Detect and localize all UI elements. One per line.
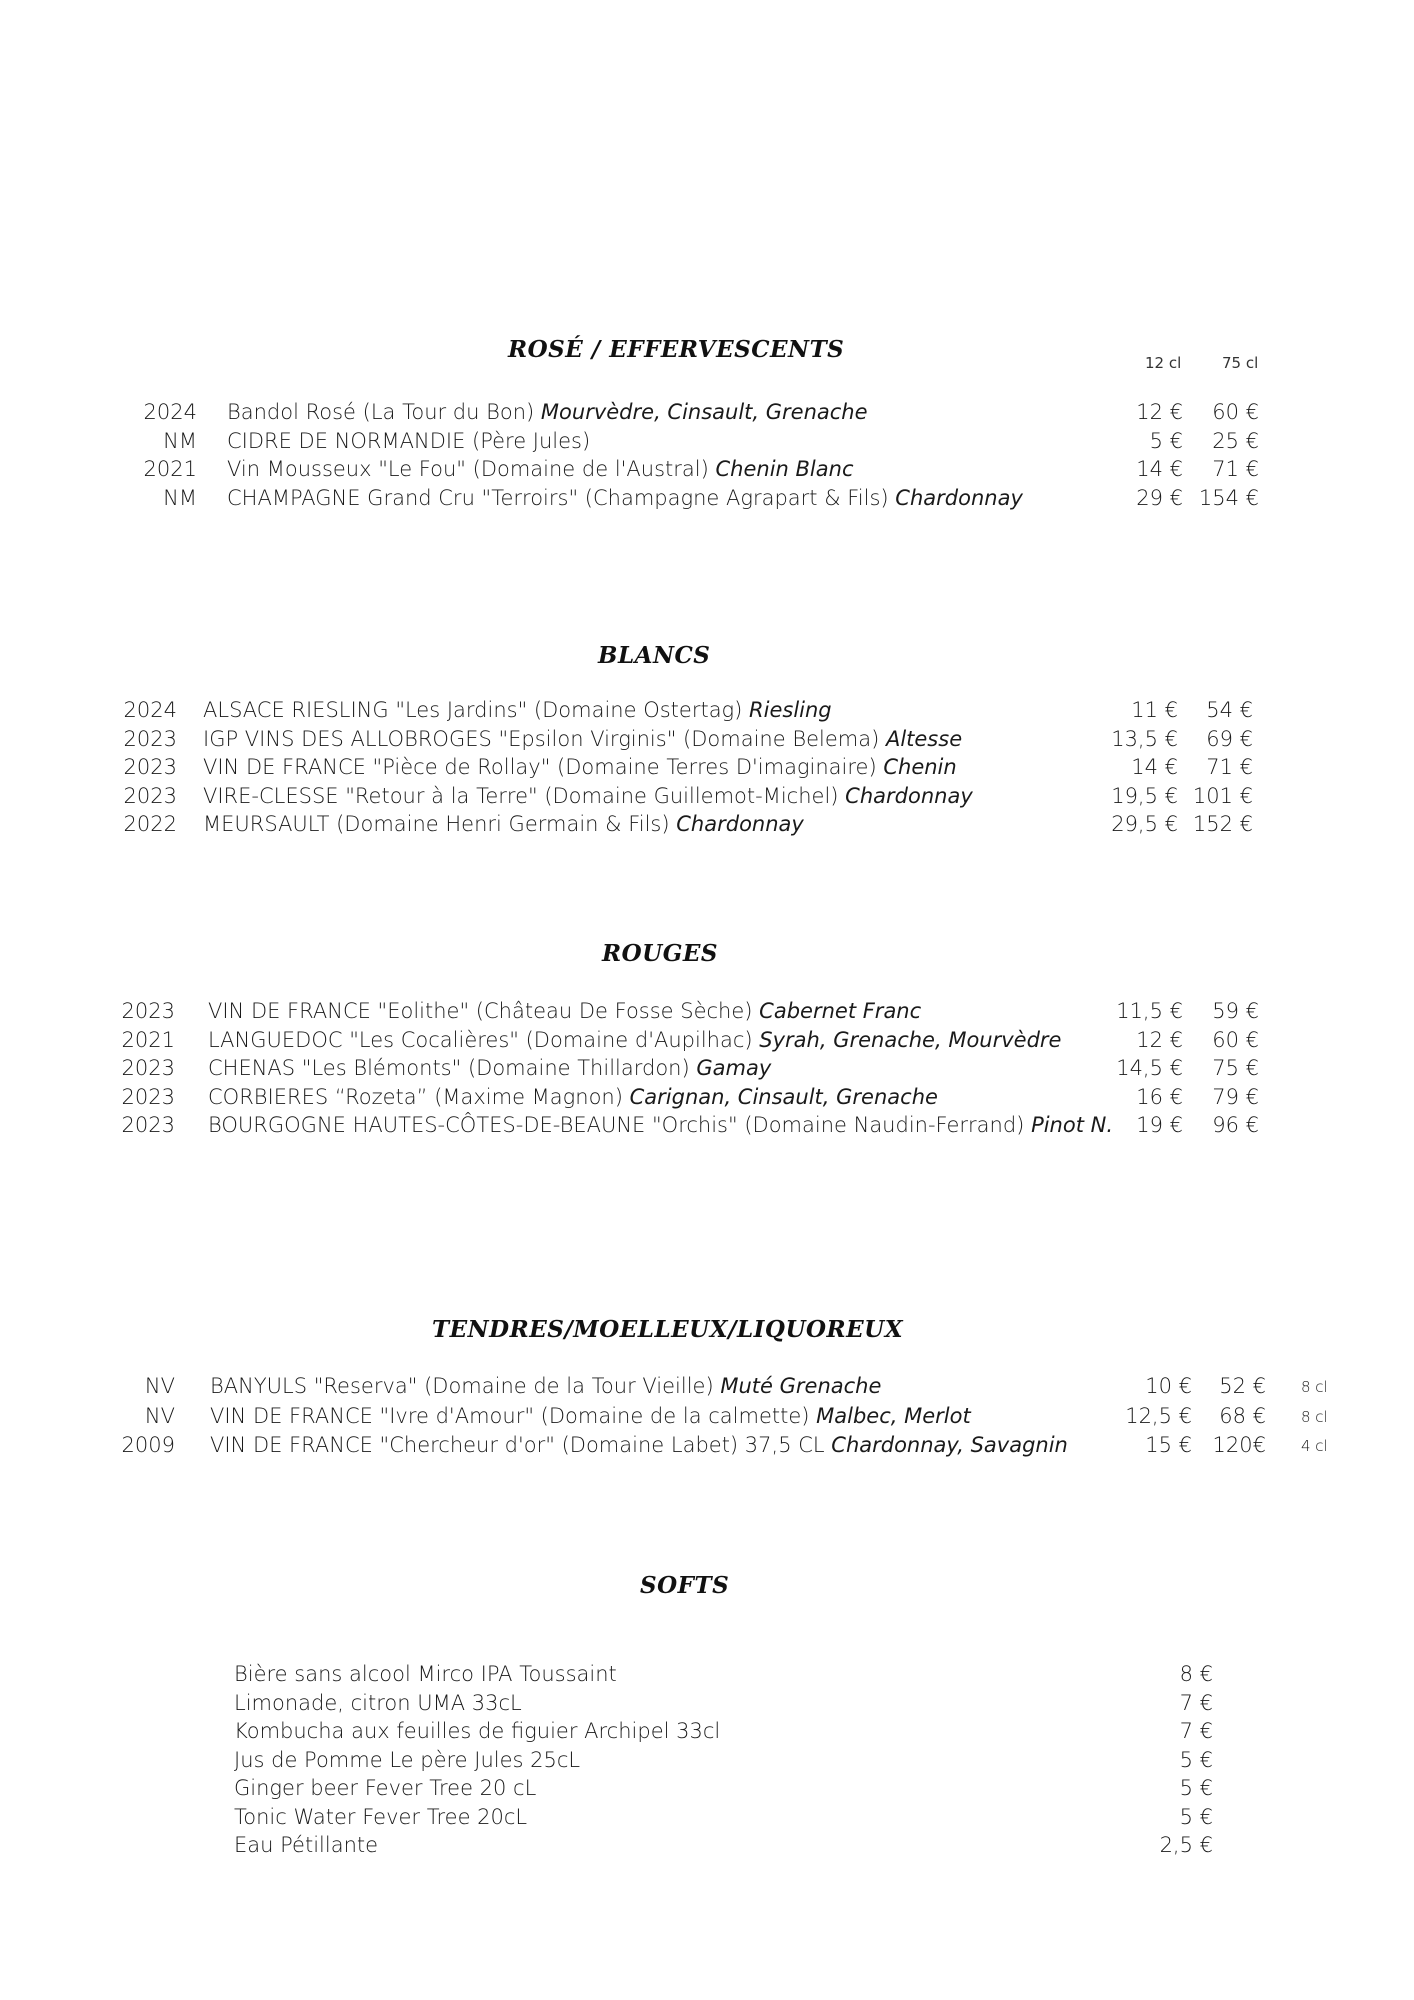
glass-price: 10 €: [1145, 1374, 1192, 1398]
wine-label: BOURGOGNE HAUTES-CÔTES-DE-BEAUNE "Orchis" (Domaine Naudin-Ferrand): [208, 1113, 1025, 1137]
vintage-year: 2023: [121, 999, 175, 1023]
wine-name: [208, 1113, 1113, 1137]
grape-variety: Chenin Blanc: [715, 457, 854, 481]
vintage-year: 2009: [121, 1433, 175, 1457]
menu-row: [0, 784, 1414, 814]
bottle-price: 96 €: [1212, 1113, 1259, 1137]
wine-label: VIN DE FRANCE "Eolithe" (Château De Fosse Sèche): [208, 999, 753, 1023]
bottle-price: 69 €: [1206, 726, 1253, 751]
menu-row: [0, 1028, 1414, 1058]
drink-price: 7 €: [1179, 1690, 1213, 1715]
serving-volume: 8 cl: [1301, 1407, 1328, 1426]
menu-row: [0, 1691, 1414, 1721]
menu-row: [0, 999, 1414, 1029]
drink-name: Kombucha aux feuilles de figuier Archipel 33cl: [234, 1719, 721, 1743]
wine-name: [208, 1028, 1061, 1052]
glass-price: 14 €: [1131, 755, 1178, 779]
drink-name: Bière sans alcool Mirco IPA Toussaint: [234, 1662, 617, 1686]
wine-label: ALSACE RIESLING "Les Jardins" (Domaine Ostertag): [203, 698, 743, 722]
menu-row: [0, 1805, 1414, 1835]
glass-price: 12 €: [1136, 400, 1183, 424]
wine-name: [203, 698, 832, 722]
section-title-rouges: ROUGES: [602, 940, 718, 967]
grape-variety: Riesling: [749, 698, 832, 722]
glass-price: 11 €: [1131, 698, 1178, 722]
vintage-year: 2023: [123, 783, 177, 808]
grape-variety: Chardonnay: [895, 485, 1023, 510]
section-title-softs: SOFTS: [640, 1572, 730, 1599]
glass-price: 11,5 €: [1116, 999, 1183, 1023]
grape-variety: Malbec, Merlot: [816, 1403, 971, 1428]
menu-row: [0, 429, 1414, 459]
grape-variety: Cabernet Franc: [759, 999, 922, 1023]
vintage-year: NV: [144, 1403, 175, 1428]
menu-row: [0, 1833, 1414, 1863]
wine-label: CHAMPAGNE Grand Cru "Terroirs" (Champagne Agrapart & Fils): [227, 485, 889, 510]
menu-row: [0, 1719, 1414, 1749]
glass-price: 5 €: [1149, 428, 1183, 453]
menu-row: [0, 727, 1414, 757]
wine-label: BANYULS "Reserva" (Domaine de la Tour Vieille): [210, 1374, 714, 1398]
drink-price: 7 €: [1179, 1719, 1213, 1743]
glass-price: 15 €: [1145, 1433, 1192, 1457]
menu-row: [0, 1404, 1414, 1434]
bottle-price: 25 €: [1212, 428, 1259, 453]
menu-row: [0, 457, 1414, 487]
section-title-blancs: BLANCS: [598, 642, 711, 669]
vintage-year: 2023: [121, 1113, 175, 1137]
menu-row: [0, 698, 1414, 728]
menu-row: [0, 400, 1414, 430]
grape-variety: Chardonnay: [676, 812, 804, 836]
bottle-price: 71 €: [1206, 755, 1253, 779]
drink-name: Eau Pétillante: [234, 1833, 379, 1857]
menu-row: [0, 486, 1414, 516]
drink-price: 2,5 €: [1159, 1833, 1213, 1857]
glass-price: 12 €: [1136, 1027, 1183, 1052]
section-title-rose: ROSÉ / EFFERVESCENTS: [508, 336, 845, 363]
drink-name: Ginger beer Fever Tree 20 cL: [234, 1776, 537, 1800]
menu-row: [0, 1056, 1414, 1086]
vintage-year: NM: [163, 485, 197, 510]
wine-label: CHENAS "Les Blémonts" (Domaine Thillardon): [208, 1056, 690, 1080]
drink-price: 8 €: [1179, 1662, 1213, 1686]
wine-name: [227, 486, 1023, 510]
glass-price: 12,5 €: [1125, 1403, 1192, 1428]
vintage-year: 2024: [123, 698, 177, 722]
wine-label: VIRE-CLESSE "Retour à la Terre" (Domaine Guillemot-Michel): [203, 783, 839, 808]
bottle-price: 71 €: [1212, 457, 1259, 481]
glass-price: 29,5 €: [1111, 812, 1178, 836]
grape-variety: Chardonnay: [845, 783, 973, 808]
column-header-bottle: 75 cl: [1222, 354, 1259, 372]
wine-name: [203, 812, 804, 836]
drink-price: 5 €: [1179, 1804, 1213, 1829]
bottle-price: 154 €: [1198, 485, 1259, 510]
vintage-year: 2024: [143, 400, 197, 424]
wine-name: [208, 1056, 771, 1080]
drink-name: Tonic Water Fever Tree 20cL: [234, 1804, 528, 1829]
bottle-price: 101 €: [1192, 783, 1253, 808]
serving-volume: 8 cl: [1301, 1378, 1328, 1396]
glass-price: 13,5 €: [1111, 726, 1178, 751]
wine-name: [203, 755, 957, 779]
menu-row: [0, 1113, 1414, 1143]
section-title-tendres: TENDRES/MOELLEUX/LIQUOREUX: [432, 1316, 904, 1343]
grape-variety: Altesse: [885, 726, 963, 751]
wine-name: [203, 784, 973, 808]
vintage-year: 2021: [121, 1027, 175, 1052]
wine-name: [210, 1374, 881, 1398]
wine-name: [227, 457, 854, 481]
vintage-year: 2021: [143, 457, 197, 481]
bottle-price: 120€: [1212, 1433, 1266, 1457]
menu-row: [0, 812, 1414, 842]
wine-name: [227, 429, 590, 453]
wine-name: [210, 1404, 971, 1428]
serving-volume: 4 cl: [1301, 1437, 1328, 1455]
menu-row: [0, 1433, 1414, 1463]
menu-row: [0, 1374, 1414, 1404]
glass-price: 19,5 €: [1111, 783, 1178, 808]
wine-label: LANGUEDOC "Les Cocalières" (Domaine d'Aupilhac): [208, 1027, 753, 1052]
glass-price: 29 €: [1136, 485, 1183, 510]
wine-name: [208, 1085, 938, 1109]
grape-variety: Mourvèdre, Cinsault, Grenache: [540, 400, 868, 424]
drink-name: Limonade, citron UMA 33cL: [234, 1690, 522, 1715]
wine-label: Vin Mousseux "Le Fou" (Domaine de l'Austral): [227, 457, 709, 481]
glass-price: 14,5 €: [1116, 1056, 1183, 1080]
grape-variety: Chardonnay, Savagnin: [831, 1433, 1068, 1457]
glass-price: 14 €: [1136, 457, 1183, 481]
wine-label: CORBIERES “Rozeta” (Maxime Magnon): [208, 1084, 623, 1109]
grape-variety: Gamay: [696, 1056, 772, 1080]
grape-variety: Chenin: [883, 755, 957, 779]
vintage-year: 2023: [121, 1084, 175, 1109]
menu-row: [0, 1776, 1414, 1806]
wine-name: [203, 727, 962, 751]
bottle-price: 152 €: [1192, 812, 1253, 836]
menu-row: [0, 755, 1414, 785]
vintage-year: NV: [144, 1374, 175, 1398]
drink-name: Jus de Pomme Le père Jules 25cL: [234, 1747, 581, 1772]
menu-row: [0, 1085, 1414, 1115]
glass-price: 19 €: [1136, 1113, 1183, 1137]
grape-variety: Carignan, Cinsault, Grenache: [629, 1084, 938, 1109]
wine-label: VIN DE FRANCE "Pièce de Rollay" (Domaine Terres D'imaginaire): [203, 755, 877, 779]
vintage-year: 2022: [123, 812, 177, 836]
wine-label: VIN DE FRANCE "Chercheur d'or" (Domaine Labet) 37,5 CL: [210, 1433, 825, 1457]
bottle-price: 75 €: [1212, 1056, 1259, 1080]
bottle-price: 59 €: [1212, 999, 1259, 1023]
column-header-glass: 12 cl: [1145, 354, 1182, 372]
vintage-year: 2023: [121, 1056, 175, 1080]
bottle-price: 60 €: [1212, 400, 1259, 424]
wine-name: [210, 1433, 1068, 1457]
vintage-year: NM: [163, 428, 197, 453]
vintage-year: 2023: [123, 755, 177, 779]
bottle-price: 68 €: [1219, 1403, 1266, 1428]
drink-price: 5 €: [1179, 1747, 1213, 1772]
grape-variety: Pinot N.: [1031, 1113, 1114, 1137]
wine-name: [227, 400, 868, 424]
wine-name: [208, 999, 921, 1023]
bottle-price: 60 €: [1212, 1027, 1259, 1052]
bottle-price: 52 €: [1219, 1374, 1266, 1398]
bottle-price: 54 €: [1206, 698, 1253, 722]
glass-price: 16 €: [1136, 1084, 1183, 1109]
grape-variety: Syrah, Grenache, Mourvèdre: [759, 1027, 1062, 1052]
grape-variety: Muté Grenache: [720, 1374, 882, 1398]
wine-label: Bandol Rosé (La Tour du Bon): [227, 400, 535, 424]
drink-price: 5 €: [1179, 1776, 1213, 1800]
wine-label: CIDRE DE NORMANDIE (Père Jules): [227, 428, 591, 453]
menu-row: [0, 1748, 1414, 1778]
bottle-price: 79 €: [1212, 1084, 1259, 1109]
wine-label: VIN DE FRANCE "Ivre d'Amour" (Domaine de la calmette): [210, 1403, 810, 1428]
menu-row: [0, 1662, 1414, 1692]
wine-label: IGP VINS DES ALLOBROGES "Epsilon Virginis" (Domaine Belema): [203, 726, 880, 751]
wine-label: MEURSAULT (Domaine Henri Germain & Fils): [203, 812, 670, 836]
vintage-year: 2023: [123, 726, 177, 751]
